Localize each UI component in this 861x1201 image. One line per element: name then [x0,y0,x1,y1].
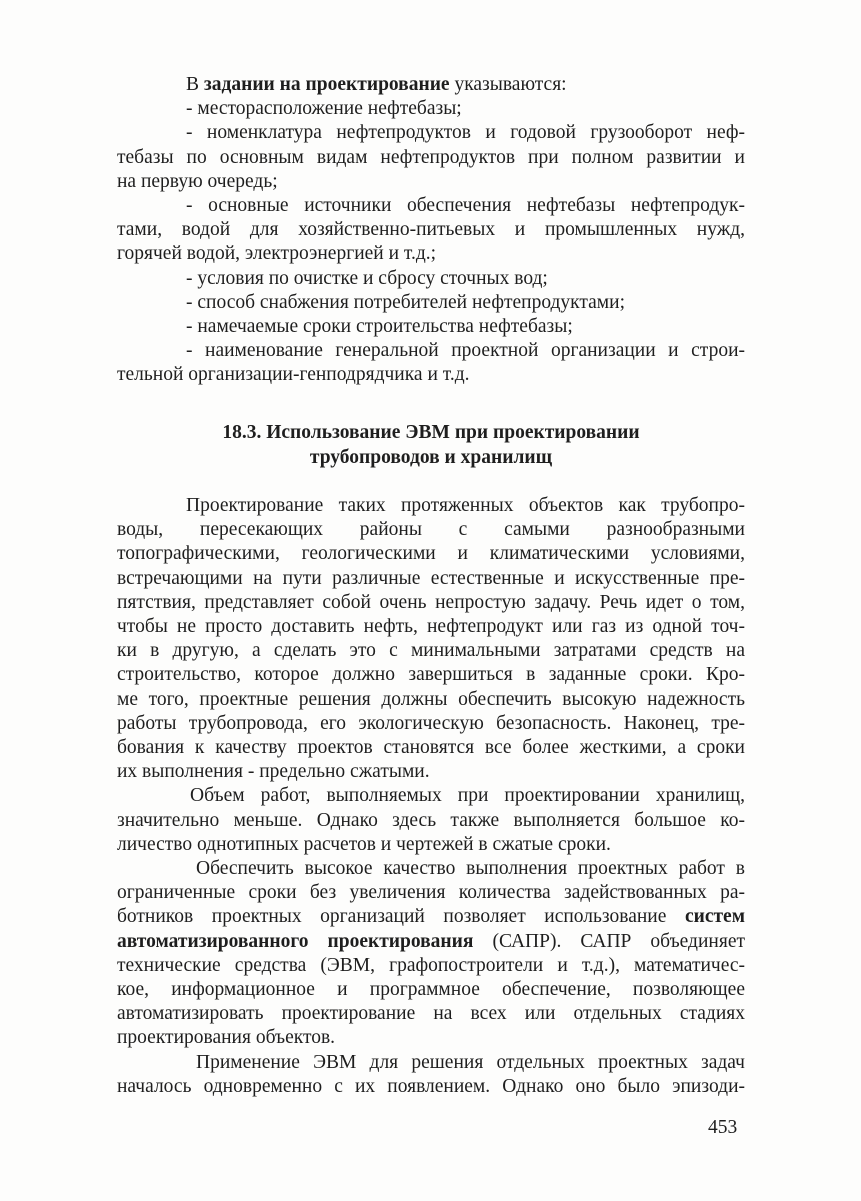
list-item: - основные источники обеспечения нефтебазы нефтепродук- [186,195,745,217]
paragraph-line: технические средства (ЭВМ, графопостроители и т.д.), математичес- [117,954,745,976]
list-item-continuation: на первую очередь; [117,170,278,192]
list-item: - месторасположение нефтебазы; [186,98,462,120]
paragraph-line: автоматизированного проектирования (САПР). САПР объединяет [117,930,745,952]
section-heading-line: трубопроводов и хранилищ [309,446,553,468]
list-item-continuation: тами, водой для хозяйственно-питьевых и промышленных нужд, [117,219,745,241]
paragraph-line: Объем работ, выполняемых при проектировании хранилищ, [190,785,745,807]
paragraph-line: встречающими на пути различные естественные и искусственные пре- [117,567,745,589]
list-item-continuation: тебазы по основным видам нефтепродуктов при полном развитии и [117,146,745,168]
list-item: - номенклатура нефтепродуктов и годовой грузооборот неф- [186,122,745,144]
paragraph-line: чтобы не просто доставить нефть, нефтепродукт или газ из одной точ- [117,616,745,638]
assignment-term: задании на проектирование [203,74,450,95]
assignment-intro: В задании на проектирование указываются: [186,74,567,95]
paragraph-line: пятствия, представляет собой очень непростую задачу. Речь идет о том, [117,591,745,613]
list-item-continuation: тельной организации-генподрядчика и т.д. [117,364,470,386]
list-item-continuation: горячей водой, электроэнергией и т.д.; [117,243,437,265]
paragraph-line: ботников проектных организаций позволяет использование систем [117,906,745,928]
paragraph-line: их выполнения - предельно сжатыми. [117,761,430,783]
paragraph-line: работы трубопровода, его экологическую безопасность. Наконец, тре- [117,712,745,734]
cad-term: систем [684,906,745,928]
paragraph-line: ограниченные сроки без увеличения количества задействованных ра- [117,882,745,904]
paragraph-line: автоматизировать проектирование на всех или отдельных стадиях [117,1003,745,1025]
paragraph-line: началось одновременно с их появлением. Однако оно было эпизоди- [117,1075,745,1097]
body-block [117,494,745,1099]
page-number: 453 [708,1117,738,1138]
paragraph-line: бования к качеству проектов становятся все более жесткими, а сроки [117,737,745,759]
paragraph-line: проектирования объектов. [117,1027,336,1049]
paragraph-line: кое, информационное и программное обеспечение, позволяющее [117,979,745,1001]
section-heading-line: 18.3. Использование ЭВМ при проектировании [222,422,640,443]
list-item: - условия по очистке и сбросу сточных вод; [186,267,548,289]
paragraph-line: ме того, проектные решения должны обеспечить высокую надежность [117,688,745,710]
paragraph-line: строительство, которое должно завершиться в заданные сроки. Кро- [117,664,745,686]
paragraph-line: ки в другую, а сделать это с минимальными затратами средств на [117,640,745,662]
paragraph-line: значительно меньше. Однако здесь также выполняется большое ко- [117,809,745,831]
cad-term: автоматизированного проектирования [117,930,474,952]
list-item: - наименование генеральной проектной организации и строи- [186,340,745,362]
section-heading [117,421,745,470]
paragraph-line: Проектирование таких протяженных объектов как трубопро- [186,495,745,516]
assignment-block [117,73,745,388]
paragraph-line: Обеспечить высокое качество выполнения проектных работ в [196,858,745,880]
paragraph-line: Применение ЭВМ для решения отдельных проектных задач [196,1051,745,1073]
paragraph-line: воды, пересекающих районы с самыми разнообразными [117,519,745,541]
list-item: - намечаемые сроки строительства нефтебазы; [186,316,573,338]
list-item: - способ снабжения потребителей нефтепродуктами; [186,291,625,313]
paragraph-line: личество однотипных расчетов и чертежей в сжатые сроки. [117,833,611,855]
paragraph-line: топографическими, геологическими и климатическими условиями, [117,543,745,565]
